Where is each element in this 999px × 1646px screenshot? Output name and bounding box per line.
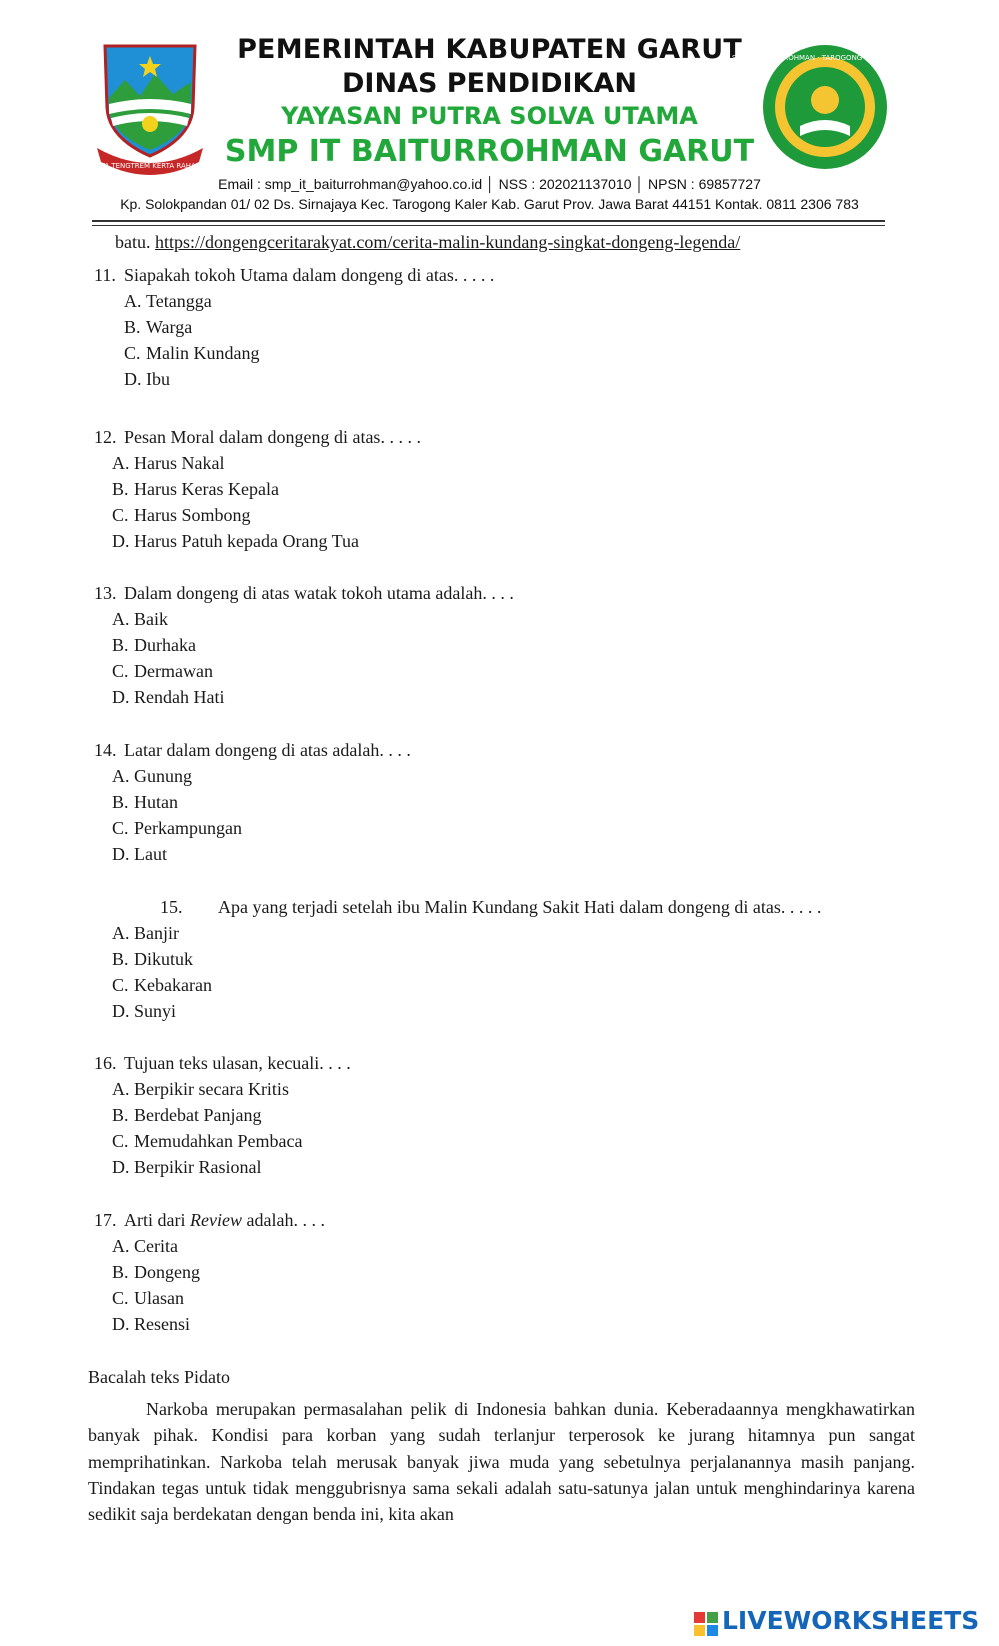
q12-option-a[interactable] [112,450,224,476]
q16-option-d[interactable] [112,1154,261,1180]
q17-option-c[interactable] [112,1285,184,1311]
option-text: Banjir [134,923,179,943]
option-text: Harus Nakal [134,453,225,473]
source-link[interactable]: https://dongengceritarakyat.com/cerita-malin-kundang-singkat-dongeng-legenda/ [155,232,741,252]
option-text: Rendah Hati [134,687,225,707]
source-prefix: batu. [115,232,151,252]
option-text: Durhaka [134,635,196,655]
option-letter: B. [112,1105,129,1125]
question-text: Pesan Moral dalam dongeng di atas. . . . . [124,427,421,447]
question-11 [94,262,494,288]
q13-option-d[interactable] [112,684,224,710]
option-letter: D. [112,1157,130,1177]
option-letter: A. [112,1079,130,1099]
option-letter: B. [112,792,129,812]
reading-text: Narkoba merupakan permasalahan pelik di Indonesia bahkan dunia. Keberadaannya mengkhawatirkan banyak pihak. Kondisi para korban yang sudah terlanjur terperosok ke jurang hitamnya pun sangat memprihatinkan. Narkoba telah merusak banyak jiwa muda yang sebetulnya perjalanannya masih panjang. Tindakan tegas untuk tidak menggubrisnya sama sekali adalah satu-satunya jalan untuk menghindarinya karena sedikit saja berdekatan dengan benda ini, kita akan [88,1399,915,1525]
letterhead-address: Kp. Solokpandan 01/ 02 Ds. Sirnajaya Kec. Tarogong Kaler Kab. Garut Prov. Jawa Barat 44151 Kontak. 0811 2306 783 [120,196,859,212]
q13-option-a[interactable] [112,606,168,632]
question-number: 14. [94,740,117,760]
option-text: Berpikir secara Kritis [134,1079,289,1099]
option-text: Dikutuk [134,949,194,969]
option-text: Sunyi [134,1001,177,1021]
option-letter: D. [112,1314,130,1334]
q11-option-c[interactable] [124,340,259,366]
option-text: Memudahkan Pembaca [134,1131,303,1151]
option-letter: A. [112,923,130,943]
option-text: Ulasan [134,1288,184,1308]
q17-option-d[interactable] [112,1311,190,1337]
option-letter: C. [112,661,129,681]
option-letter: A. [112,609,130,629]
question-number: 17. [94,1210,117,1230]
option-letter: D. [124,369,142,389]
q16-option-b[interactable] [112,1102,261,1128]
question-number: 16. [94,1053,117,1073]
option-letter: A. [124,291,142,311]
option-text: Berpikir Rasional [134,1157,262,1177]
reading-title: Bacalah teks Pidato [88,1367,230,1387]
q15-option-a[interactable] [112,920,179,946]
liveworksheets-brand[interactable]: LIVEWORKSHEETS [722,1606,980,1635]
letterhead-rule-thin [92,225,885,226]
option-text: Tetangga [146,291,212,311]
letterhead-department: DINAS PENDIDIKAN [342,68,637,99]
option-letter: A. [112,1236,130,1256]
letterhead [0,0,999,230]
question-17 [94,1207,325,1233]
option-letter: C. [124,343,141,363]
option-letter: B. [124,317,141,337]
question-text-emphasis: Review [189,1210,242,1230]
option-text: Harus Sombong [134,505,251,525]
option-text: Warga [146,317,193,337]
option-letter: B. [112,1262,129,1282]
option-text: Hutan [134,792,178,812]
q16-option-a[interactable] [112,1076,289,1102]
q13-option-c[interactable] [112,658,213,684]
q11-option-a[interactable] [124,288,212,314]
letterhead-rule [92,220,885,222]
q11-option-d[interactable] [124,366,170,392]
question-15 [160,894,821,920]
option-letter: D. [112,687,130,707]
q15-option-c[interactable] [112,972,212,998]
source-line [115,229,740,255]
q15-option-b[interactable] [112,946,193,972]
letterhead-school-name: SMP IT BAITURROHMAN GARUT [224,134,755,169]
option-letter: C. [112,505,129,525]
option-text: Kebakaran [134,975,212,995]
q14-option-c[interactable] [112,815,242,841]
q17-option-b[interactable] [112,1259,200,1285]
option-letter: B. [112,479,129,499]
option-text: Dongeng [134,1262,200,1282]
option-text: Baik [134,609,168,629]
question-number: 12. [94,427,117,447]
option-text: Ibu [146,369,170,389]
seal-text: SMP IT BAITURROHMAN · TAROGONG KALER · GARUT [731,54,919,62]
question-text: Latar dalam dongeng di atas adalah. . . . [124,740,411,760]
option-letter: A. [112,766,130,786]
q12-option-b[interactable] [112,476,279,502]
option-text: Berdebat Panjang [134,1105,262,1125]
option-letter: B. [112,635,129,655]
question-number: 13. [94,583,117,603]
letterhead-contact: Email : smp_it_baiturrohman@yahoo.co.id │ NSS : 202021137010 │ NPSN : 69857727 [218,176,761,192]
option-letter: C. [112,975,129,995]
option-text: Cerita [134,1236,178,1256]
option-text: Laut [134,844,167,864]
q14-option-d[interactable] [112,841,167,867]
option-letter: D. [112,1001,130,1021]
q11-option-b[interactable] [124,314,192,340]
question-13 [94,580,514,606]
letterhead-government: PEMERINTAH KABUPATEN GARUT [237,34,742,65]
q12-option-c[interactable] [112,502,251,528]
question-text-post: adalah. . . . [241,1210,325,1230]
option-text: Gunung [134,766,192,786]
option-text: Harus Keras Kepala [134,479,279,499]
option-text: Dermawan [134,661,213,681]
option-letter: A. [112,453,130,473]
q15-option-d[interactable] [112,998,176,1024]
letterhead-foundation: YAYASAN PUTRA SOLVA UTAMA [281,102,698,130]
option-letter: C. [112,1288,129,1308]
question-text: Siapakah tokoh Utama dalam dongeng di atas. . . . . [124,265,495,285]
option-text: Harus Patuh kepada Orang Tua [134,531,359,551]
option-text: Resensi [134,1314,190,1334]
liveworksheets-logo-icon [694,1612,718,1636]
question-number: 11. [94,265,116,285]
option-letter: C. [112,1131,129,1151]
option-letter: D. [112,844,130,864]
option-letter: C. [112,818,129,838]
q17-option-a[interactable] [112,1233,178,1259]
question-16 [94,1050,351,1076]
option-text: Malin Kundang [146,343,260,363]
q14-option-b[interactable] [112,789,178,815]
q12-option-d[interactable] [112,528,359,554]
q16-option-c[interactable] [112,1128,302,1154]
question-text: Tujuan teks ulasan, kecuali. . . . [124,1053,351,1073]
option-text: Perkampungan [134,818,242,838]
q13-option-b[interactable] [112,632,196,658]
question-number: 15. [160,897,183,917]
option-letter: B. [112,949,129,969]
question-text: Apa yang terjadi setelah ibu Malin Kundang Sakit Hati dalam dongeng di atas. . . . . [218,897,822,917]
school-seal-logo [731,40,919,175]
question-12 [94,424,421,450]
question-text-pre: Arti dari [124,1210,190,1230]
reading-paragraph [88,1396,915,1527]
question-14 [94,737,411,763]
emblem-motto: TATA TENGTREM KERTA RAHARJA [92,162,208,170]
option-letter: D. [112,531,130,551]
q14-option-a[interactable] [112,763,192,789]
question-text: Dalam dongeng di atas watak tokoh utama adalah. . . . [124,583,514,603]
